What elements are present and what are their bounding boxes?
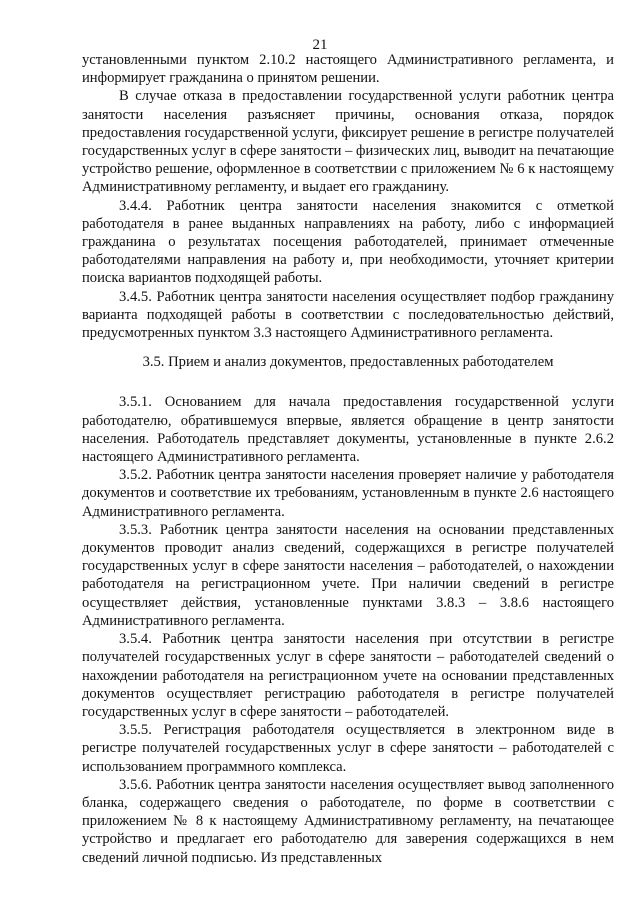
document-body bbox=[82, 51, 614, 867]
paragraph: установленными пунктом 2.10.2 настоящего Административного регламента, и информирует гражданина о принятом решении. bbox=[82, 52, 614, 87]
paragraph: 3.5.6. Работник центра занятости населения осуществляет вывод заполненного бланка, содержащего сведения о работодателе, по форме в соответствии с приложением № 8 к настоящему Административному регламенту, на печатающее устройство и предлагает его работодателю для заверения содержащихся в нем сведений личной подписью. Из представленных bbox=[82, 776, 614, 866]
paragraph: В случае отказа в предоставлении государственной услуги работник центра занятости населения разъясняет причины, основания отказа, порядок предоставления государственной услуги, фиксирует решение в регистре получателей государственных услуг в сфере занятости – физических лиц, выводит на печатающие устройство решение, оформленное в соответствии с приложением № 6 к настоящему Административному регламенту, и выдает его гражданину. bbox=[82, 88, 614, 196]
paragraph: 3.5.2. Работник центра занятости населения проверяет наличие у работодателя документов и соответствие их требованиям, установленным в пункте 2.6 настоящего Административного регламента. bbox=[82, 467, 614, 520]
paragraph: 3.5.1. Основанием для начала предоставления государственной услуги работодателю, обратившемуся впервые, является обращение в центр занятости населения. Работодатель представляет документы, установленные в пункте 2.6.2 настоящего Административного регламента. bbox=[82, 394, 614, 466]
paragraph: 3.4.4. Работник центра занятости населения знакомится с отметкой работодателя в ранее выданных направлениях на работу, либо с информацией гражданина о результатах посещения работодателей, принимает отмеченные работодателями направления на работу и, при необходимости, уточняет критерии поиска вариантов подходящей работы. bbox=[82, 197, 614, 287]
paragraph: 3.4.5. Работник центра занятости населения осуществляет подбор гражданину варианта подходящей работы в соответствии с последовательностью действий, предусмотренных пунктом 3.3 настоящего Административного регламента. bbox=[82, 288, 614, 342]
paragraph: 3.5.5. Регистрация работодателя осуществляется в электронном виде в регистре получателей государственных услуг в сфере занятости – работодателей с использованием программного комплекса. bbox=[82, 722, 614, 775]
section-heading: 3.5. Прием и анализ документов, предоставленных работодателем bbox=[142, 354, 554, 371]
paragraph: 3.5.4. Работник центра занятости населения при отсутствии в регистре получателей государственных услуг в сфере занятости – работодателей сведений о нахождении работодателя на регистрационном учете на основании представленных документов осуществляет регистрацию работодателя в регистре получателей государственных услуг в сфере занятости – работодателей. bbox=[82, 631, 614, 720]
page-number: 21 bbox=[312, 37, 328, 53]
paragraph: 3.5.3. Работник центра занятости населения на основании представленных документов проводит анализ сведений, содержащихся в регистре получателей государственных услуг в сфере занятости населения – работодателей, о нахождении работодателя на регистрационном учете. При наличии сведений в регистре осуществляет действия, установленные пунктами 3.8.3 – 3.8.6 настоящего Административного регламента. bbox=[82, 521, 614, 629]
